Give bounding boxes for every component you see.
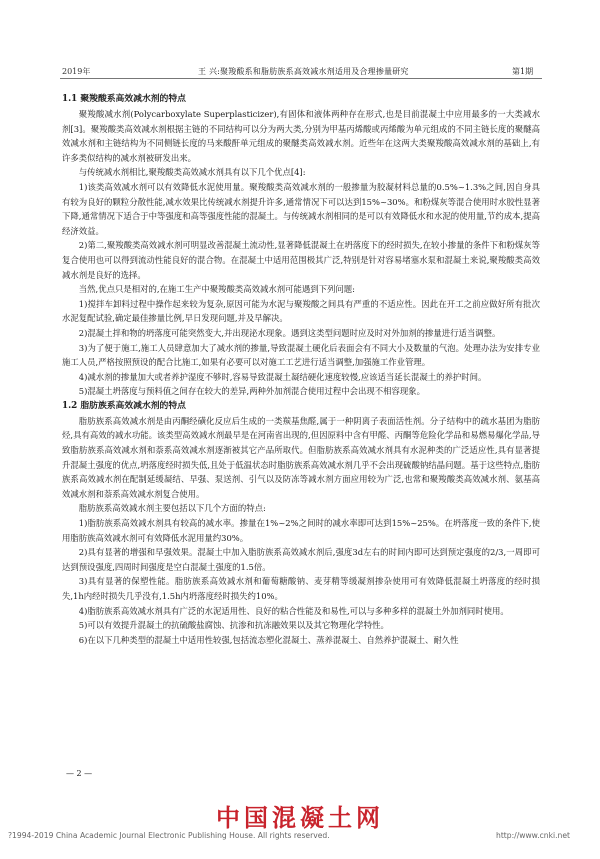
paragraph: 1)脂肪族系高效减水剂具有较高的减水率。掺量在1%~2%之间时的减水率即可达到15%~25%。在坍落度一致的条件下,使用脂肪族高效减水剂可有效降低水泥用量约30%。 [62, 518, 540, 543]
paragraph: 5)混凝土坍落度与预料值之间存在较大的差异,两种外加剂混合使用过程中会出现不相容现象。 [78, 386, 426, 397]
paragraph: 1)搅拌车卸料过程中操作起来较为复杂,原因可能为水泥与聚羧酸之间具有严重的不适应性。因此在开工之前应做好所有批次水泥复配试验,确定最佳掺量比例,早日发现问题,并及早解决。 [62, 298, 540, 324]
section-heading-1-2: 1.2 脂肪族系高效减水剂的特点 [62, 400, 186, 411]
header-year: 2019年 [62, 67, 91, 76]
section-heading-1-1: 1.1 聚羧酸系高效减水剂的特点 [62, 94, 186, 104]
paragraph: 2)混凝土拌和物的坍落度可能突然变大,并出现泌水现象。遇到这类型问题时应及时对外加剂的掺量进行适当调整。 [78, 327, 501, 338]
site-watermark: 中国混凝土网 [216, 804, 384, 832]
paragraph: 6)在以下几种类型的混凝土中适用性较强,包括流态塑化混凝土、蒸养混凝土、自然养护混凝土、耐久性 [78, 634, 459, 645]
paragraph: 脂肪族系高效减水剂是由丙酮经磺化反应后生成的一类羰基焦醛,属于一种阴离子表面活性剂。分子结构中的疏水基团为脂肪烃,具有高效的减水功能。该类型高效减水剂最早是在河南省出现的,但因原料中含有甲醛、丙酮等危险化学品和易燃易爆化学品,导致脂肪族系高效减水剂和萘系高效减水剂逐渐被其它产品所取代。但脂肪族系高效减水剂具有水泥种类的广泛适应性,具有显著提升混凝土强度的优点,坍落度经时损失低,且处于低温状态时脂肪族系高效减水剂几乎不会出现硫酸钠结晶问题。基于这些特点,脂肪族系高效减水剂在配制延缓凝结、早强、泵送剂、引气以及防冻等减水剂方面应用较为广泛,也常和聚羧酸类高效减水剂、氨基高效减水剂和萘系高效减水剂复合使用。 [62, 415, 540, 499]
paragraph: 当然,优点只是相对的,在施工生产中聚羧酸类高效减水剂可能遇到下列问题: [78, 284, 355, 295]
paragraph: 1)该类高效减水剂可以有效降低水泥使用量。聚羧酸类高效减水剂的一般掺量为胶凝材料总量的0.5%~1.3%之间,因自身具有较为良好的颗粒分散性能,减水效果比传统减水剂提升许多,通常情况下可以达到15%~30%。和粉煤灰等混合使用时水胶性显著下降,通常情况下适合于中等强度和高等强度性能的混凝土。与传统减水剂相同的是可以有效降低水和水泥的使用量,节约成本,提高经济效益。 [62, 181, 540, 236]
paragraph: 与传统减水剂相比,聚羧酸类高效减水剂具有以下几个优点[4]: [78, 167, 306, 178]
paragraph: 2)第二,聚羧酸类高效减水剂可明显改善混凝土流动性,显著降低混凝土在坍落度下的经时损失,在较小掺量的条件下和粉煤灰等复合使用也可以得到流动性能良好的混合物。在混凝土中适用范围极其广泛,特别是针对容易堵塞水泵和混凝土来说,聚羧酸类高效减水剂是良好的选择。 [62, 240, 540, 280]
page-number: — 2 — [66, 769, 93, 778]
running-header [0, 0, 600, 76]
paragraph: 3)具有显著的保塑性能。脂肪族系高效减水剂和葡萄糖酸钠、麦芽精等缓凝剂掺杂使用可有效降低混凝土坍落度的经时损失,1h内经时损失几乎没有,1.5h内坍落度经时损失约10%。 [62, 576, 540, 601]
paragraph: 5)可以有效提升混凝土的抗硫酸盐腐蚀、抗渗和抗冻融效果以及其它物理化学特性。 [78, 620, 389, 631]
paragraph: 2)具有显著的增强和早强效果。混凝土中加入脂肪族系高效减水剂后,强度3d左右的时间内即可达到预定强度的2/3,一周即可达到预设强度,四周时间强度是空白混凝土强度的1.5倍。 [62, 547, 540, 572]
paragraph: 聚羧酸减水剂(Polycarboxylate Superplasticizer),有固体和液体两种存在形式,也是目前混凝土中应用最多的一大类减水剂[3]。聚羧酸类高效减水剂根据主链的不同结构可以分为两大类,分别为甲基丙烯酸或丙烯酸为单元组成的不同主链长度的聚醚高效减水剂和主链结构为不同侧链长度的马来酸酐单元组成的聚醚类高效减水剂。近些年在这两大类聚羧酸高效减水剂的基础上,有许多类似结构的减水剂被研发出来。 [62, 109, 540, 163]
header-issue: 第1期 [512, 67, 534, 76]
paragraph: 脂肪族系高效减水剂主要包括以下几个方面的特点: [78, 503, 266, 514]
header-title: 王 兴:聚羧酸系和脂肪族系高效减水剂适用及合理掺量研究 [198, 67, 409, 76]
copyright-notice: ?1994-2019 China Academic Journal Electronic Publishing House. All rights reserved. [8, 831, 330, 840]
paragraph: 3)为了便于施工,施工人员肆意加大了减水剂的掺量,导致混凝土硬化后表面会有不同大小及数量的气泡。处理办法为安排专业施工人员,严格按照预设的配合比施工,如果有必要可以对施工工艺进行适当调整,加强施工作业管理。 [62, 342, 540, 368]
article-body [62, 92, 540, 647]
paragraph: 4)脂肪族系高效减水剂具有广泛的水泥适用性、良好的粘合性能及和易性,可以与多种多样的混凝土外加剂同时使用。 [78, 605, 509, 616]
site-link[interactable]: http://www.cnki.net [496, 831, 570, 840]
header-rule [60, 78, 542, 79]
paragraph: 4)减水剂的掺量加大或者养护湿度不够时,容易导致混凝土凝结硬化速度较慢,应该适当延长混凝土的养护时间。 [78, 371, 487, 382]
